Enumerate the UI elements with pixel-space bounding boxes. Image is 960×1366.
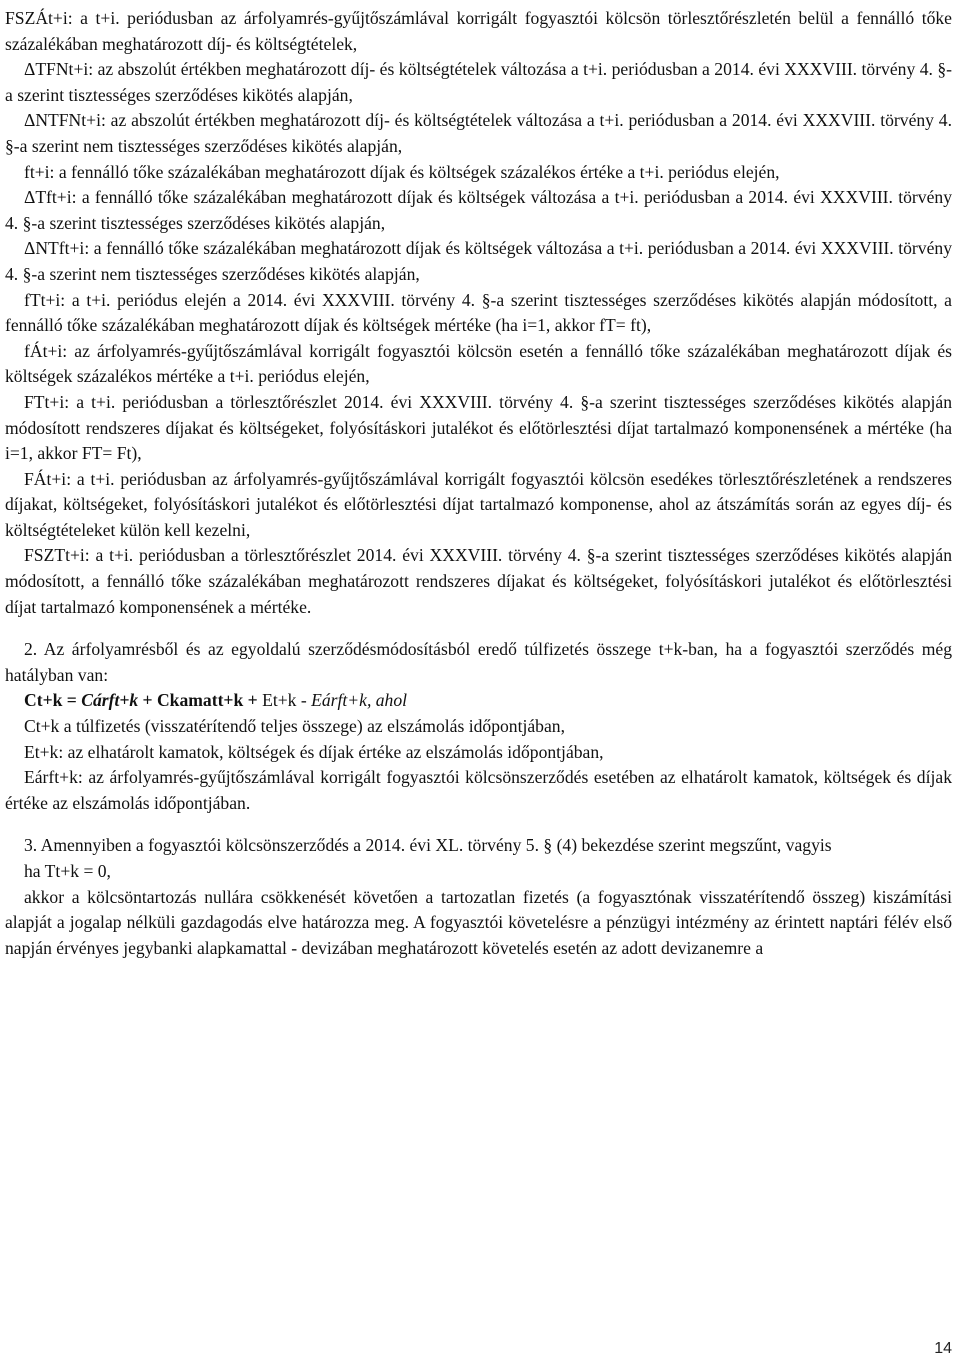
overpayment-formula <box>5 688 952 714</box>
page-number: 14 <box>934 1340 952 1357</box>
formula-term-ckamat: + Ckamatt+k + <box>138 690 263 711</box>
section-2-intro: 2. Az árfolyamrésből és az egyoldalú szerződésmódosításból eredő túlfizetés összege t+k-ban, ha a fogyasztói szerződés még hatályban van: <box>5 639 952 685</box>
definition-ftt-upper: FTt+i: a t+i. periódusban a törlesztőrészlet 2014. évi XXXVIII. törvény 4. §-a szerint tisztességes szerződéses kikötés alapján módosított rendszeres díjakat és költségeket, folyósításkori jutalékot és előtörlesztési díjat tartalmazó komponensének a mértéke (ha i=1, akkor FT= Ft), <box>5 391 952 464</box>
definition-ft: ft+i: a fennálló tőke százalékában meghatározott díjak és költségek százalékos értéke a t+i. periódus elején, <box>24 161 780 182</box>
definition-fszt: FSZTt+i: a t+i. periódusban a törlesztőrészlet 2014. évi XXXVIII. törvény 4. §-a szerint tisztességes szerződéses kikötés alapján módosított, a fennálló tőke százalékában meghatározott rendszeres díjakat és költségeket, folyósításkori jutalékot és előtörlesztési díjat tartalmazó komponensének a mértéke. <box>5 545 952 617</box>
variable-earf: Eárft+k: az árfolyamrés-gyűjtőszámlával korrigált fogyasztói kölcsönszerződés esetében az elhatárolt kamatok, költségek és díjak értéke az elszámolás időpontjában. <box>5 767 952 813</box>
definition-dtfn: ΔTFNt+i: az abszolút értékben meghatározott díj- és költségtételek változása a t+i. periódusban a 2014. évi XXXVIII. törvény 4. §-a szerint tisztességes szerződéses kikötés alapján, <box>5 59 952 105</box>
variable-e: Et+k: az elhatárolt kamatok, költségek és díjak értéke az elszámolás időpontjában, <box>24 741 604 762</box>
variable-c: Ct+k a túlfizetés (visszatérítendő teljes összege) az elszámolás időpontjában, <box>24 716 565 737</box>
definition-ftt: fTt+i: a t+i. periódus elején a 2014. évi XXXVIII. törvény 4. §-a szerint tisztességes szerződéses kikötés alapján módosított, a fennálló tőke százalékában meghatározott díjak és költségek mértéke (ha i=1, akkor fT= ft), <box>5 289 952 336</box>
section-3-intro: 3. Amennyiben a fogyasztói kölcsönszerződés a 2014. évi XL. törvény 5. § (4) bekezdése szerint megszűnt, vagyis <box>24 835 832 856</box>
formula-lhs: Ct+k = <box>24 690 82 711</box>
section-3 <box>5 833 952 961</box>
definition-dntft: ΔNTft+i: a fennálló tőke százalékában meghatározott díjak és költségek változása a t+i. periódusban a 2014. évi XXXVIII. törvény 4. §-a szerint nem tisztességes szerződéses kikötés alapján, <box>5 238 952 284</box>
definition-list <box>5 6 952 620</box>
definition-fat-upper: FÁt+i: a t+i. periódusban az árfolyamrés-gyűjtőszámlával korrigált fogyasztói kölcsön esedékes törlesztőrészletének a rendszeres díjakat, költségeket, folyósításkori jutalékot és előtörlesztési díjat tartalmazó komponense, ahol az átszámítás során az egyes díj- és költségtételeket külön kell kezelni, <box>5 468 952 540</box>
definition-fat: fÁt+i: az árfolyamrés-gyűjtőszámlával korrigált fogyasztói kölcsön esetén a fennálló tőke százalékában meghatározott díjak és költségek százalékos mértéke a t+i. periódus elején, <box>5 340 952 387</box>
formula-term-e: Et+k <box>262 690 297 711</box>
section-3-body: akkor a kölcsöntartozás nullára csökkenését követően a tartozatlan fizetés (a fogyasztónak visszatérítendő összeg) kiszámítási alapját a jogalap nélküli gazdagodás elve határozza meg. A fogyasztói követelésre a pénzügyi intézmény az érintett naptári félév első napján érvényes jegybanki alapkamattal - devizában meghatározott követelés esetén az adott devizanemre a <box>5 886 952 958</box>
section-3-condition: ha Tt+k = 0, <box>24 861 111 881</box>
formula-minus: - <box>296 690 312 711</box>
definition-dtft: ΔTft+i: a fennálló tőke százalékában meghatározott díjak és költségek változása a t+i. periódusban a 2014. évi XXXVIII. törvény 4. §-a szerint tisztességes szerződéses kikötés alapján, <box>5 187 952 233</box>
definition-fszat: FSZÁt+i: a t+i. periódusban az árfolyamrés-gyűjtőszámlával korrigált fogyasztói kölcsön törlesztőrészletén belül a fennálló tőke százalékában meghatározott díj- és költségtételek, <box>5 8 952 54</box>
section-2 <box>5 637 952 816</box>
definition-dntfn: ΔNTFNt+i: az abszolút értékben meghatározott díj- és költségtételek változása a t+i. periódusban a 2014. évi XXXVIII. törvény 4. §-a szerint nem tisztességes szerződéses kikötés alapján, <box>5 110 952 156</box>
formula-term-earf: Eárft+k, ahol <box>311 690 408 711</box>
formula-term-carf: Cárft+k <box>81 690 139 711</box>
